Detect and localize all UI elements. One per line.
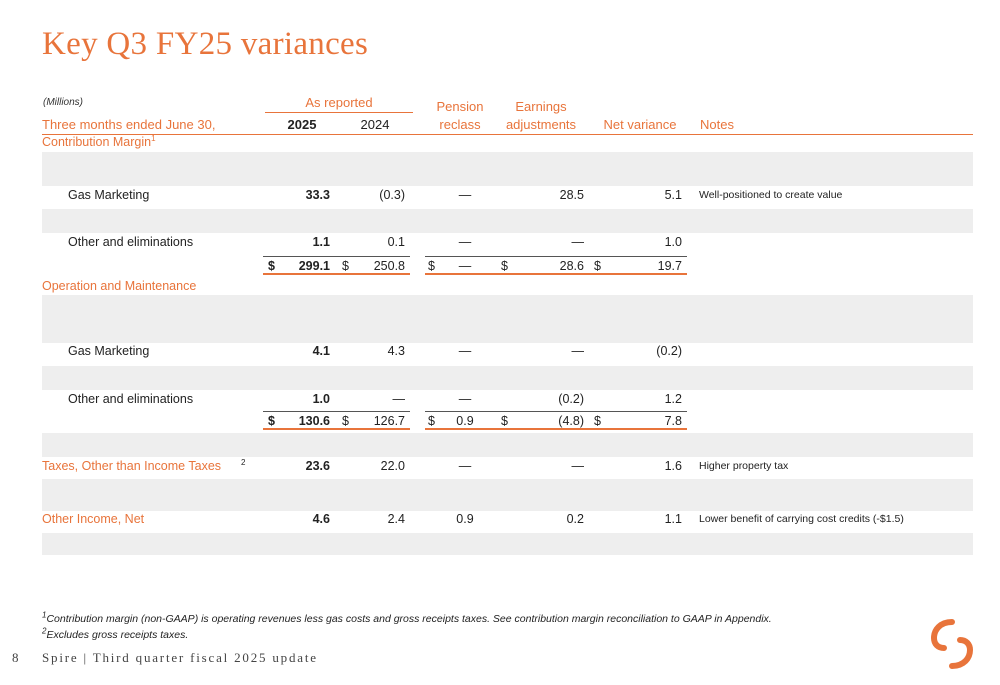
value-net-variance: 1.0 [664,235,682,249]
footnote-1-mark: 1 [42,610,47,620]
value-net-variance: 5.1 [664,188,682,202]
net-variance-header: Net variance [603,117,677,132]
section-contribution-margin-label: Contribution Margin [42,135,152,149]
value-2024: 22.0 [380,459,405,473]
value-2025: 23.6 [305,459,330,473]
dollar-sign: $ [594,259,601,273]
row-label: Taxes, Other than Income Taxes [42,459,222,473]
year-2024-header: 2024 [360,117,390,132]
value-earnings-adjustments: (4.8) [558,414,584,428]
header-rule [42,134,973,135]
value-pension-reclass: — [458,259,472,273]
value-earnings-adjustments: (0.2) [558,392,584,406]
value-earnings-adjustments: 0.2 [566,512,584,526]
dollar-sign: $ [428,259,435,273]
table-row [42,433,973,457]
table-row [42,152,973,186]
dollar-sign: $ [268,414,275,428]
footnote-1-text: Contribution margin (non-GAAP) is operating revenues less gas costs and gross receipts taxes. See contribution margin reconciliation to GAAP in Appendix. [46,613,772,625]
value-2025: 1.0 [312,392,330,406]
row-note: Higher property tax [699,460,789,472]
footer [12,650,318,666]
notes-header: Notes [700,117,734,132]
value-net-variance: 7.8 [664,414,682,428]
value-2024: — [392,392,405,406]
value-2024: 4.3 [387,344,405,358]
units-label: (Millions) [43,97,83,108]
table-row [42,233,973,255]
row-note: Well-positioned to create value [699,189,843,201]
value-pension-reclass: — [458,344,472,358]
value-pension-reclass: — [458,392,472,406]
footnote-ref-1: 1 [151,133,156,143]
row-label: Other and eliminations [68,235,194,249]
as-reported-header: As reported [305,95,373,110]
table-row [42,412,973,430]
value-pension-reclass: 0.9 [456,414,474,428]
value-pension-reclass: — [458,235,472,249]
table-row [42,257,973,275]
value-pension-reclass: — [458,459,472,473]
footnote-1 [42,611,772,627]
value-net-variance: 1.6 [664,459,682,473]
table-row [42,186,973,208]
dollar-sign: $ [594,414,601,428]
value-2025: 33.3 [305,188,330,202]
value-2024: 250.8 [373,259,405,273]
value-2025: 299.1 [298,259,330,273]
row-label: Other Income, Net [42,512,145,526]
table-row [42,457,973,479]
table-row [42,342,973,364]
page-number: 8 [12,650,21,665]
value-2024: 126.7 [373,414,405,428]
dollar-sign: $ [342,259,349,273]
spire-logo-icon [930,618,974,670]
footnote-2-mark: 2 [42,626,47,636]
dollar-sign: $ [501,259,508,273]
table-row [42,533,973,555]
period-label: Three months ended June 30, [42,117,216,132]
value-2024: 2.4 [387,512,405,526]
table-row [42,295,973,343]
section-operation-maintenance: Operation and Maintenance [42,279,197,293]
value-2025: 130.6 [298,414,330,428]
dollar-sign: $ [501,414,508,428]
earnings-header-line1: Earnings [515,99,567,114]
value-earnings-adjustments: 28.5 [559,188,584,202]
pension-header-line2: reclass [439,117,481,132]
value-net-variance: 19.7 [657,259,682,273]
row-label: Gas Marketing [68,188,150,202]
row-label: Other and eliminations [68,392,194,406]
value-net-variance: (0.2) [656,344,682,358]
value-earnings-adjustments: — [571,235,584,249]
footer-text: Spire | Third quarter fiscal 2025 update [42,650,318,665]
earnings-header-line2: adjustments [505,117,577,132]
value-2025: 4.6 [312,512,330,526]
table-row [42,510,973,534]
as-reported-underline [265,112,413,113]
year-2025-header: 2025 [287,117,317,132]
value-earnings-adjustments: — [571,459,584,473]
dollar-sign: $ [428,414,435,428]
table-row [42,390,973,412]
value-2025: 4.1 [312,344,330,358]
value-pension-reclass: — [458,188,472,202]
value-net-variance: 1.1 [664,512,682,526]
table-row [42,366,973,390]
value-2024: (0.3) [379,188,405,202]
page-title: Key Q3 FY25 variances [42,26,369,62]
row-label: Gas Marketing [68,344,150,358]
footnote-2-text: Excludes gross receipts taxes. [46,629,189,641]
value-earnings-adjustments: — [571,344,584,358]
value-2024: 0.1 [387,235,405,249]
dollar-sign: $ [342,414,349,428]
pension-header-line1: Pension [436,99,484,114]
section-contribution-margin [42,135,156,149]
table-row [42,479,973,511]
dollar-sign: $ [268,259,275,273]
footnote-2 [42,627,772,643]
value-2025: 1.1 [312,235,330,249]
table-row [42,209,973,233]
value-earnings-adjustments: 28.6 [559,259,584,273]
footnotes [42,611,772,643]
value-net-variance: 1.2 [664,392,682,406]
row-note: Lower benefit of carrying cost credits (-$1.5) [699,513,904,525]
value-pension-reclass: 0.9 [456,512,474,526]
